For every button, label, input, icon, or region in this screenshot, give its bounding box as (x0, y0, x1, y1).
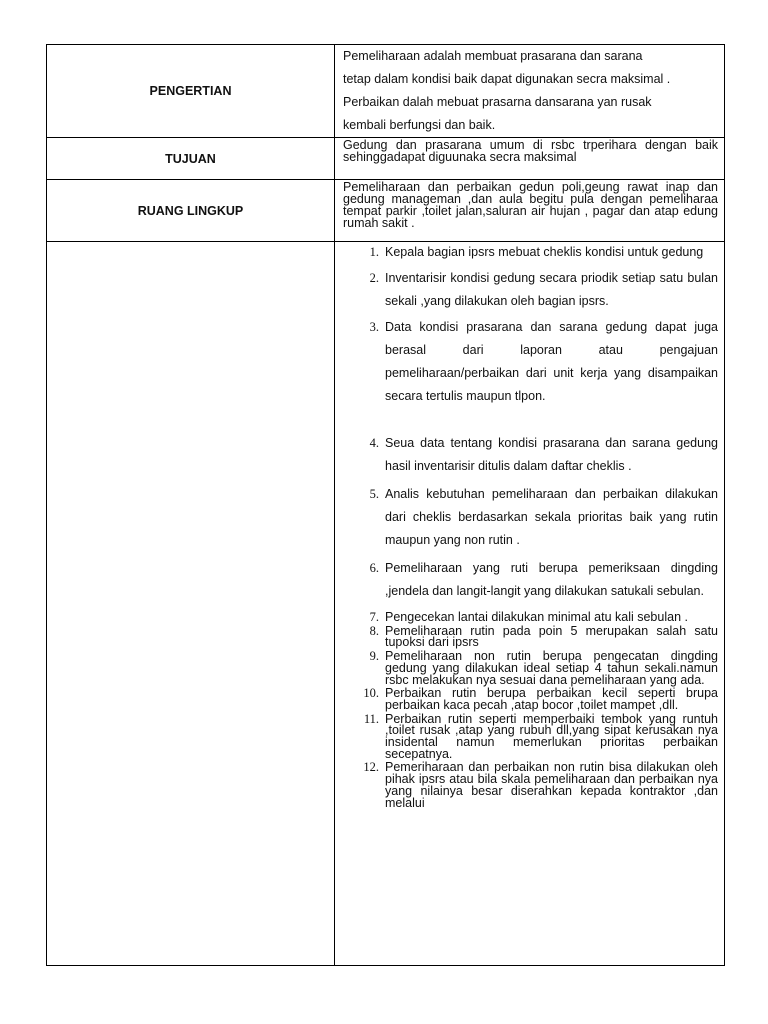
step-text: Inventarisir kondisi gedung secara priodik setiap satu bulan sekali ,yang dilakukan oleh bagian ipsrs. (385, 271, 718, 308)
row-procedure (47, 242, 725, 966)
step-item (335, 623, 718, 650)
step-number: 1. (369, 245, 379, 259)
step-text: Pemeliharaan non rutin berupa pengecatan dingding gedung yang dilakukan ideal setiap 4 tahun sekali.namun rsbc melakukan nya sesuai dana pemeliharaan yang ada. (385, 649, 718, 687)
pengertian-line: Perbaikan dalah mebuat prasarna dansarana yan rusak (343, 95, 652, 109)
row-tujuan (47, 138, 725, 180)
step-number: 9. (369, 649, 379, 664)
content-ruang-lingkup (335, 180, 725, 242)
step-number: 12. (363, 760, 379, 775)
step-text: Kepala bagian ipsrs mebuat cheklis kondisi untuk gedung (385, 245, 704, 259)
procedure-steps-list (335, 242, 724, 809)
step-number: 10. (363, 686, 379, 701)
step-number: 2. (369, 271, 379, 285)
step-text: Pemeliharaan yang ruti berupa pemeriksaan dingding ,jendela dan langit-langit yang dilakukan satukali sebulan. (385, 561, 718, 598)
step-item (335, 242, 718, 264)
row-pengertian (47, 45, 725, 138)
step-number: 11. (363, 711, 379, 726)
step-number: 7. (369, 610, 379, 624)
ruang-lingkup-text: Pemeliharaan dan perbaikan gedun poli,geung rawat inap dan gedung manageman ,dan aula begitu pula dengan pemeliharaa tempat parkir ,toilet jalan,saluran air hujan , pagar dan atap edung rumah sakit . (343, 180, 718, 230)
content-tujuan (335, 138, 725, 180)
step-number: 3. (369, 320, 379, 334)
step-number: 4. (369, 436, 379, 450)
step-number: 8. (369, 623, 379, 638)
label-tujuan: TUJUAN (47, 138, 335, 180)
step-item (335, 432, 718, 478)
step-item (335, 762, 718, 809)
label-pengertian: PENGERTIAN (47, 45, 335, 138)
step-text: Perbaikan rutin berupa perbaikan kecil seperti brupa perbaikan kaca pecah ,atap bocor ,toilet mampet ,dll. (385, 686, 718, 712)
step-item (335, 267, 718, 313)
tujuan-text: Gedung dan prasarana umum di rsbc trperihara dengan baik sehinggadapat diguunaka secra maksimal (343, 138, 718, 164)
row-ruang-lingkup (47, 180, 725, 242)
step-text: Pemeliharaan rutin pada poin 5 merupakan salah satu tupoksi dari ipsrs (385, 623, 718, 650)
step-item (335, 557, 718, 603)
step-item (335, 316, 718, 408)
step-item (335, 483, 718, 552)
step-item (335, 612, 718, 624)
label-ruang-lingkup: RUANG LINGKUP (47, 180, 335, 242)
step-number: 6. (369, 561, 379, 575)
step-text: Pemeriharaan dan perbaikan non rutin bisa dilakukan oleh pihak ipsrs atau bila skala pemeliharaan dan perbaikan nya yang nilainya besar diserahkan kepada kontraktor ,dan melalui (385, 760, 718, 810)
procedure-steps-cell (335, 242, 725, 966)
label-procedure-empty (47, 242, 335, 966)
pengertian-line: tetap dalam kondisi baik dapat digunakan secra maksimal . (343, 72, 671, 86)
step-number: 5. (369, 487, 379, 501)
step-text: Data kondisi prasarana dan sarana gedung dapat juga berasal dari laporan atau pengajuan pemeliharaan/perbaikan dari unit kerja yang disampaikan secara tertulis maupun tlpon. (385, 320, 718, 403)
pengertian-line: kembali berfungsi dan baik. (343, 118, 496, 132)
step-text: Seua data tentang kondisi prasarana dan sarana gedung hasil inventarisir ditulis dalam daftar cheklis . (385, 436, 718, 473)
content-pengertian (335, 45, 725, 138)
step-item (335, 651, 718, 686)
step-item (335, 711, 718, 761)
step-item (335, 688, 718, 711)
step-text: Pengecekan lantai dilakukan minimal atu kali sebulan . (385, 610, 688, 624)
pengertian-line: Pemeliharaan adalah membuat prasarana dan sarana (343, 49, 643, 63)
step-text: Analis kebutuhan pemeliharaan dan perbaikan dilakukan dari cheklis berdasarkan sekala prioritas baik yang rutin maupun yang non rutin . (385, 487, 718, 547)
procedure-table (46, 44, 725, 966)
step-text: Perbaikan rutin seperti memperbaiki tembok yang runtuh ,toilet rusak ,atap yang rubuh dll,yang sipat kerusakan nya insidental namun memerlukan prioritas perbaikan secepatnya. (385, 711, 718, 761)
